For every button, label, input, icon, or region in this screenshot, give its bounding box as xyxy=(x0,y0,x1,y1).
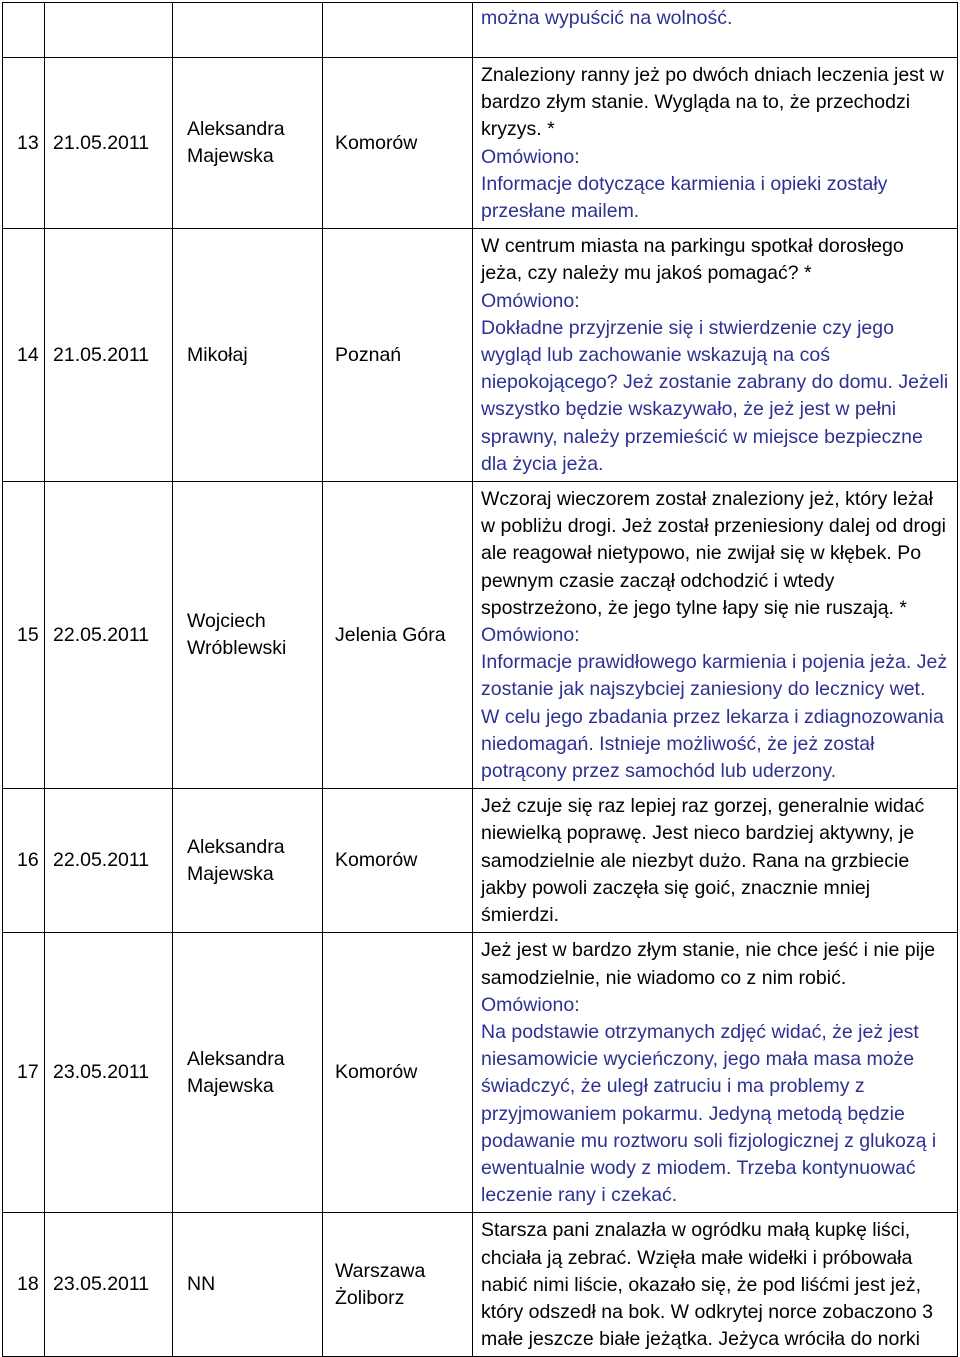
text-cell xyxy=(473,933,958,1213)
discussed-label: Omówiono: xyxy=(481,145,580,168)
report-text: Jeż czuje się raz lepiej raz gorzej, generalnie widać niewielką poprawę. Jest nieco bardziej aktywny, je samodzielnie ale niezbyt dużo. Rana na grzbiecie jakby powoli zaczęła się goić, znacznie mniej śmierdzi. xyxy=(481,795,925,927)
num-cell: 16 xyxy=(3,789,45,933)
date-cell: 21.05.2011 xyxy=(45,229,173,482)
place-cell: Warszawa Żoliborz xyxy=(323,1213,473,1357)
name-cell: Wojciech Wróblewski xyxy=(173,482,323,789)
place-cell: Komorów xyxy=(323,58,473,229)
text-cell xyxy=(473,58,958,229)
num-cell: 15 xyxy=(3,482,45,789)
text-cell xyxy=(473,789,958,933)
place-cell: Jelenia Góra xyxy=(323,482,473,789)
date-cell: 23.05.2011 xyxy=(45,933,173,1213)
text-cell xyxy=(473,3,958,58)
place-cell: Komorów xyxy=(323,789,473,933)
date-cell: 22.05.2011 xyxy=(45,482,173,789)
table-row xyxy=(3,229,958,482)
response-text: Informacje prawidłowego karmienia i pojenia jeża. Jeż zostanie jak najszybciej zaniesiony do lecznicy wet. W celu jego zbadania przez lekarza i zdiagnozowania niedomagań. Istnieje możliwość, że jeż został potrącony przez samochód lub uderzony. xyxy=(481,651,948,783)
place-cell xyxy=(323,3,473,58)
date-cell: 21.05.2011 xyxy=(45,58,173,229)
report-text: Starsza pani znalazła w ogródku małą kupkę liści, chciała ją zebrać. Wzięła małe widełki i próbowała nabić nimi liście, okazało się, że pod liśćmi jest jeż, który odszedł na bok. W odkrytej norce zobaczono 3 małe jeszcze białe jeżątka. Jeżyca wróciła do norki xyxy=(481,1219,933,1351)
table-row xyxy=(3,933,958,1213)
table-row xyxy=(3,482,958,789)
place-cell: Komorów xyxy=(323,933,473,1213)
response-text: Na podstawie otrzymanych zdjęć widać, że jeż jest niesamowicie wycieńczony, jego mała masa może świadczyć, że uległ zatruciu i ma problemy z przyjmowaniem pokarmu. Jedyną metodą będzie podawanie mu roztworu soli fizjologicznej z glukozą i ewentualnie wody z miodem. Trzeba kontynuować leczenie rany i czekać. xyxy=(481,1020,937,1207)
name-cell: Aleksandra Majewska xyxy=(173,58,323,229)
response-text: można wypuścić na wolność. xyxy=(481,7,733,29)
num-cell xyxy=(3,3,45,58)
text-cell xyxy=(473,482,958,789)
discussed-label: Omówiono: xyxy=(481,289,580,312)
report-text: Znaleziony ranny jeż po dwóch dniach leczenia jest w bardzo złym stanie. Wygląda na to, że przechodzi kryzys. * xyxy=(481,64,944,141)
date-cell xyxy=(45,3,173,58)
response-text: Dokładne przyjrzenie się i stwierdzenie czy jego wygląd lub zachowanie wskazują na coś niepokojącego? Jeż zostanie zabrany do domu. Jeżeli wszystko będzie wskazywało, że jeż jest w pełni sprawny, należy przemieścić w miejsce bezpieczne dla życia jeża. xyxy=(481,316,949,475)
report-text: W centrum miasta na parkingu spotkał dorosłego jeża, czy należy mu jakoś pomagać? * xyxy=(481,235,904,285)
response-text: Informacje dotyczące karmienia i opieki zostały przesłane mailem. xyxy=(481,172,888,223)
name-cell: Aleksandra Majewska xyxy=(173,933,323,1213)
name-cell: NN xyxy=(173,1213,323,1357)
name-cell: Aleksandra Majewska xyxy=(173,789,323,933)
num-cell: 13 xyxy=(3,58,45,229)
discussed-label: Omówiono: xyxy=(481,993,580,1016)
text-cell xyxy=(473,1213,958,1357)
table-row xyxy=(3,58,958,229)
date-cell: 23.05.2011 xyxy=(45,1213,173,1357)
num-cell: 14 xyxy=(3,229,45,482)
text-cell xyxy=(473,229,958,482)
table-row xyxy=(3,3,958,58)
discussed-label: Omówiono: xyxy=(481,624,580,647)
report-text: Jeż jest w bardzo złym stanie, nie chce jeść i nie pije samodzielnie, nie wiadomo co z nim robić. xyxy=(481,939,936,989)
date-cell: 22.05.2011 xyxy=(45,789,173,933)
num-cell: 17 xyxy=(3,933,45,1213)
report-text: Wczoraj wieczorem został znaleziony jeż, który leżał w pobliżu drogi. Jeż został przeniesiony dalej od drogi ale reagował nietypowo, nie zwijał się w kłębek. Po pewnym czasie zaczął odchodzić i wtedy spostrzeżono, że jego tylne łapy się nie ruszają. * xyxy=(481,488,947,619)
name-cell: Mikołaj xyxy=(173,229,323,482)
place-cell: Poznań xyxy=(323,229,473,482)
table-row xyxy=(3,1213,958,1357)
num-cell: 18 xyxy=(3,1213,45,1357)
name-cell xyxy=(173,3,323,58)
table-row xyxy=(3,789,958,933)
consultation-log-table xyxy=(2,2,958,1357)
